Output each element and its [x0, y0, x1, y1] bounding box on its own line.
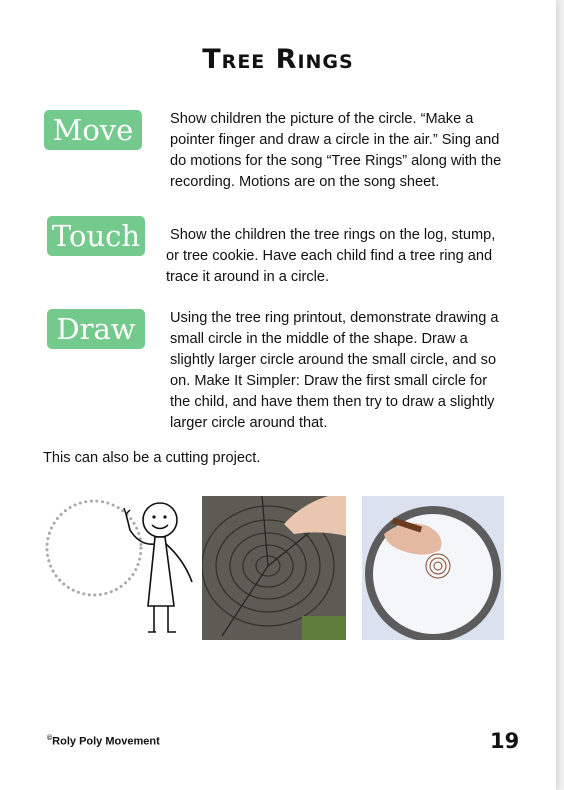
page-number: 19 — [490, 729, 520, 753]
section-label-move: Move — [44, 110, 142, 150]
ring-drawing-photo — [362, 496, 504, 640]
section-text-touch: Show the children the tree rings on the log, stump, or tree cookie. Have each child find a tree ring and trace it around in a circle. — [166, 227, 496, 285]
stick-figure-illustration — [44, 496, 194, 640]
section-label-draw: Draw — [47, 309, 145, 349]
figure-head — [143, 503, 177, 537]
section-text-draw: Using the tree ring printout, demonstrate drawing a small circle in the middle of the shape. Draw a slightly larger circle around the small circle, and so on. Make It Simpler: Draw the first small circle for the child, and have them then try to draw a slightly larger circle around that. — [170, 310, 499, 431]
footer-credit: ©Roly Poly Movement — [47, 735, 160, 748]
page-title: Tree Rings — [202, 44, 354, 75]
tree-stump-photo — [202, 496, 346, 640]
cutting-note: This can also be a cutting project. — [43, 450, 261, 466]
section-text-move: Show children the picture of the circle. “Make a pointer finger and draw a circle in the air.” Sing and do motions for the song “Tree Rings” along with the recording. Motions are on the song sheet. — [170, 111, 502, 190]
section-label-touch: Touch — [47, 216, 145, 256]
